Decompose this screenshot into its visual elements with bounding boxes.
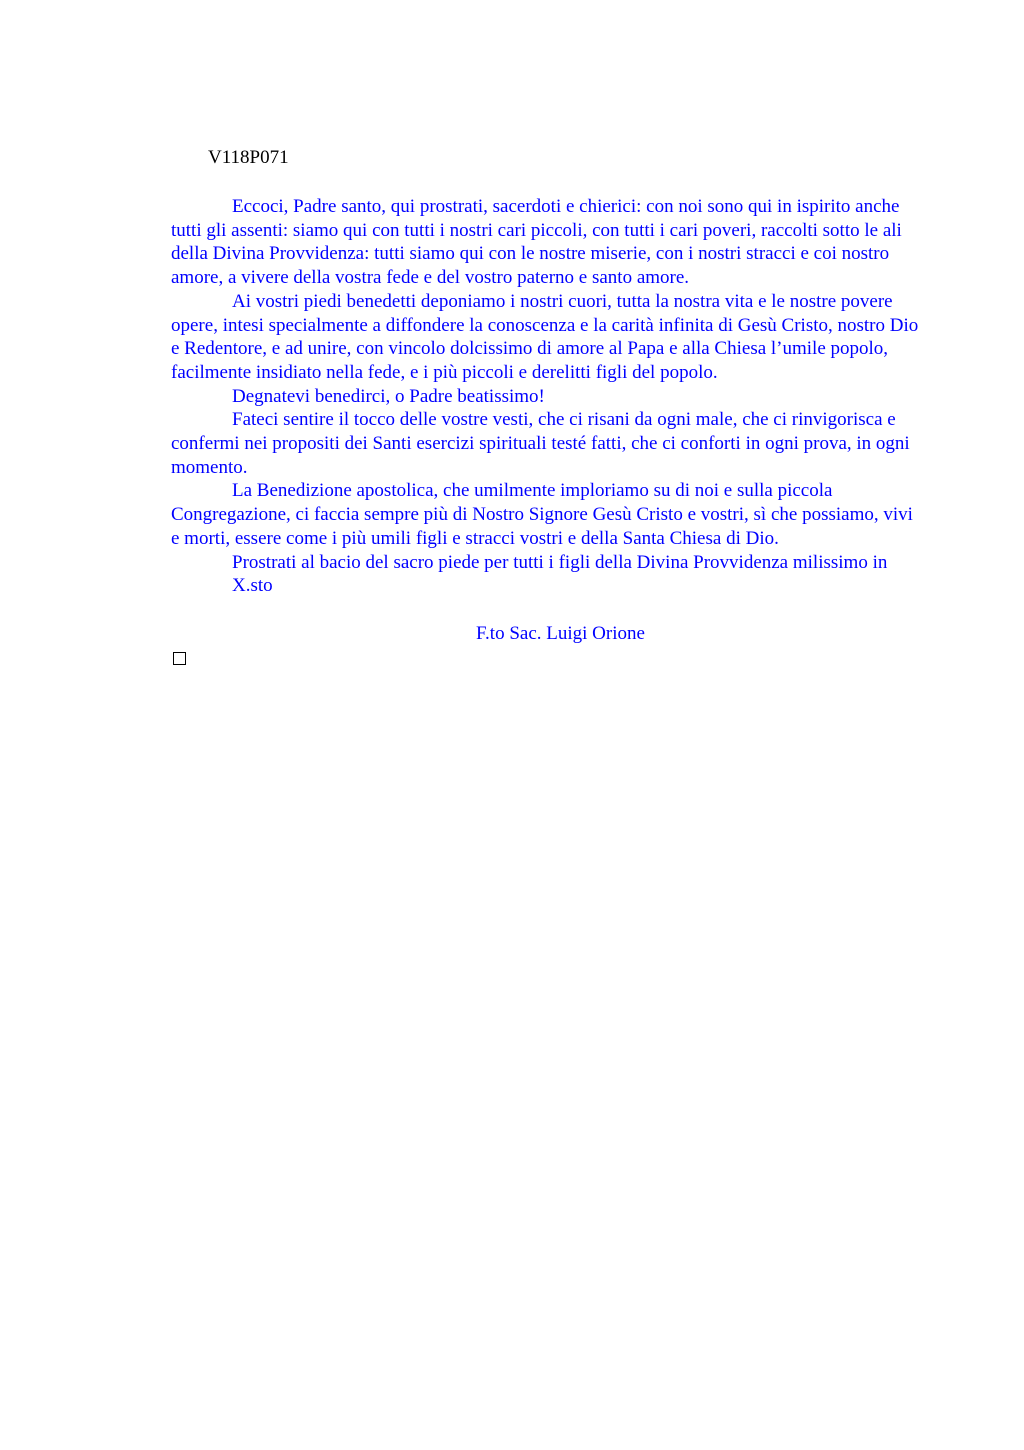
paragraph-3: Degnatevi benedirci, o Padre beatissimo! — [232, 385, 545, 407]
paragraph-2: Ai vostri piedi benedetti deponiamo i nostri cuori, tutta la nostra vita e le nostre povere opere, intesi specialmente a diffondere la conoscenza e la carità infinita di Gesù Cristo, nostro Dio e Redentore, e ad unire, con vincolo dolcissimo di amore al Papa e alla Chiesa l’umile popolo, facilmente insidiato nella fede, e i più piccoli e derelitti figli del popolo. — [171, 290, 919, 383]
signature: F.to Sac. Luigi Orione — [476, 622, 645, 644]
closing-line: Prostrati al bacio del sacro piede per tutti i figli della Divina Provvidenza milissimo in X.sto — [232, 551, 888, 597]
document-id: V118P071 — [208, 147, 289, 168]
paragraph-5: La Benedizione apostolica, che umilmente imploriamo su di noi e sulla piccola Congregazione, ci faccia sempre più di Nostro Signore Gesù Cristo e vostri, sì che possiamo, vivi e morti, essere come i più umili figli e stracci vostri e della Santa Chiesa di Dio. — [171, 480, 913, 549]
paragraph-1: Eccoci, Padre santo, qui prostrati, sacerdoti e chierici: con noi sono qui in ispirito anche tutti gli assenti: siamo qui con tutti i nostri cari piccoli, con tutti i cari poveri, raccolti sotto le ali della Divina Provvidenza: tutti siamo qui con le nostre miserie, con i nostri stracci e coi nostro amore, a vivere della vostra fede e del vostro paterno e santo amore. — [171, 196, 902, 289]
paragraph-4: Fateci sentire il tocco delle vostre vesti, che ci risani da ogni male, che ci rinvigorisca e confermi nei propositi dei Santi esercizi spirituali testé fatti, che ci conforti in ogni prova, in ogni momento. — [171, 409, 910, 478]
document-page — [171, 146, 921, 665]
empty-square-icon — [173, 652, 186, 665]
